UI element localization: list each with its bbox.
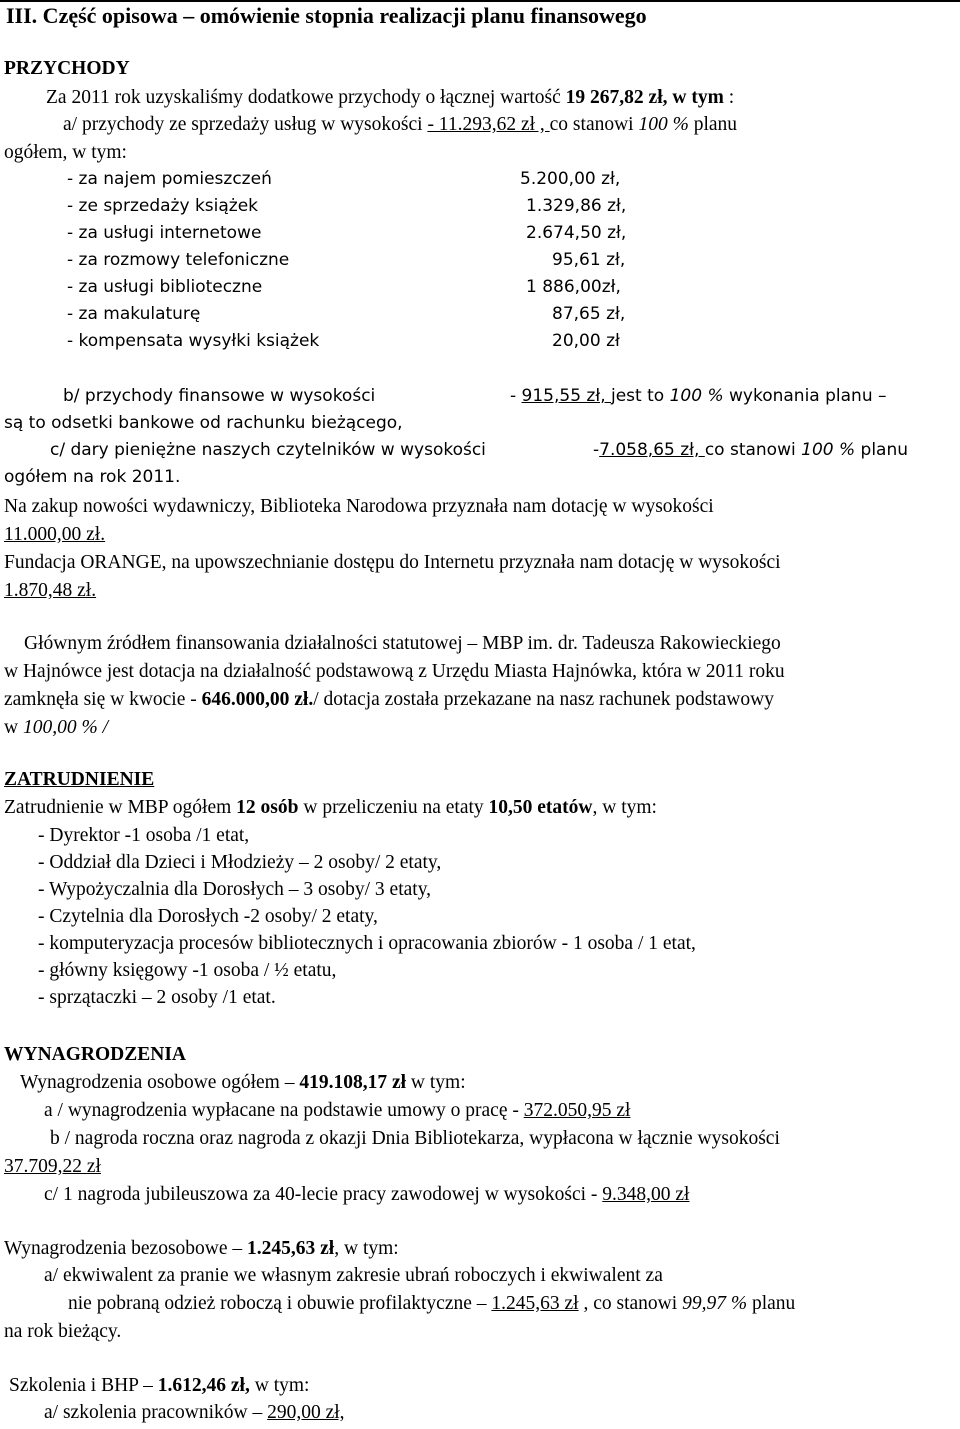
training bbox=[9, 1376, 309, 1396]
income-c-percent: 100 % bbox=[801, 440, 856, 460]
main-funding-line2: w Hajnówce jest dotacja na działalność podstawową z Urzędu Miasta Hajnówka, która w 2011 roku bbox=[4, 661, 785, 682]
salaries-c-value: 9.348,00 zł bbox=[602, 1184, 690, 1205]
income-item-value: 87,65 zł, bbox=[552, 304, 626, 324]
income-intro-colon: : bbox=[728, 87, 735, 108]
income-b-tail: wykonania planu – bbox=[729, 386, 887, 406]
employment-item: - Oddział dla Dzieci i Młodzieży – 2 osoby/ 2 etaty, bbox=[38, 852, 442, 873]
salaries-np-a-line1: a/ ekwiwalent za pranie we własnym zakresie ubrań roboczych i ekwiwalent za bbox=[44, 1265, 663, 1286]
salaries-np-a-value: 1.245,63 zł bbox=[491, 1293, 579, 1314]
income-c-label: c/ dary pieniężne naszych czytelników w wysokości bbox=[50, 440, 486, 460]
employment-item: - komputeryzacja procesów bibliotecznych i opracowania zbiorów - 1 osoba / 1 etat, bbox=[38, 933, 696, 954]
main-funding-post: / dotacja została przekazane na nasz rachunek podstawowy bbox=[313, 689, 774, 710]
salaries-np-a-line3: na rok bieżący. bbox=[4, 1321, 122, 1342]
training-a-value: 290,00 zł, bbox=[267, 1402, 345, 1423]
income-item-value: 5.200,00 zł, bbox=[520, 169, 621, 189]
employment-item: - sprzątaczki – 2 osoby /1 etat. bbox=[38, 987, 276, 1008]
employment-heading: ZATRUDNIENIE bbox=[4, 769, 155, 790]
salaries-personal bbox=[20, 1073, 466, 1093]
income-b-label: b/ przychody finansowe w wysokości bbox=[63, 386, 376, 406]
income-item-value: 2.674,50 zł, bbox=[526, 223, 627, 243]
employment-intro-pre: Zatrudnienie w MBP ogółem bbox=[4, 797, 237, 818]
income-total: 19 267,82 zł, w tym bbox=[565, 87, 724, 108]
main-funding-w: w bbox=[4, 717, 23, 738]
income-a-line bbox=[63, 115, 737, 135]
top-rule bbox=[0, 0, 960, 2]
income-c-tail: planu bbox=[860, 440, 909, 460]
employment-intro bbox=[4, 798, 657, 818]
main-funding-percent: 100,00 % / bbox=[22, 717, 109, 738]
orange-value: 1.870,48 zł. bbox=[4, 580, 97, 601]
salaries-np-a-line2 bbox=[68, 1294, 795, 1314]
training-pre: Szkolenia i BHP – bbox=[9, 1375, 158, 1396]
income-c-dash: - bbox=[593, 440, 600, 460]
income-c-value: 7.058,65 zł, bbox=[599, 440, 705, 460]
salaries-np-a-tail: planu bbox=[747, 1293, 796, 1314]
salaries-a-value: 372.050,95 zł bbox=[523, 1100, 631, 1121]
income-item-label: - za usługi internetowe bbox=[67, 223, 262, 243]
training-a-text: a/ szkolenia pracowników – bbox=[44, 1402, 268, 1423]
income-c-line bbox=[593, 442, 908, 459]
income-a-value: - 11.293,62 zł , bbox=[427, 114, 550, 135]
salaries-c-text: c/ 1 nagroda jubileuszowa za 40-lecie pracy zawodowej w wysokości - bbox=[44, 1184, 603, 1205]
salaries-np-a-percent: 99,97 % bbox=[682, 1293, 748, 1314]
bn-text: Na zakup nowości wydawniczy, Biblioteka Narodowa przyznała nam dotację w wysokości bbox=[4, 496, 714, 517]
salaries-np-a-mid: , co stanowi bbox=[578, 1293, 683, 1314]
income-item-value: 95,61 zł, bbox=[552, 250, 626, 270]
income-intro-text: Za 2011 rok uzyskaliśmy dodatkowe przychody o łącznej wartość bbox=[46, 87, 561, 108]
salaries-nonpersonal-post: , w tym: bbox=[334, 1238, 399, 1259]
income-b-value: 915,55 zł, bbox=[521, 386, 611, 406]
income-b-dash: - bbox=[510, 386, 522, 406]
bn-value: 11.000,00 zł. bbox=[4, 524, 106, 545]
employment-count: 12 osób bbox=[236, 797, 299, 818]
income-intro bbox=[46, 88, 734, 108]
income-item-value: 1.329,86 zł, bbox=[526, 196, 627, 216]
salaries-heading: WYNAGRODZENIA bbox=[4, 1044, 187, 1065]
orange-text: Fundacja ORANGE, na upowszechnianie dostępu do Internetu przyznała nam dotację w wysokości bbox=[4, 552, 781, 573]
salaries-nonpersonal bbox=[4, 1239, 399, 1259]
income-a-line2: ogółem, w tym: bbox=[4, 142, 127, 163]
employment-item: - Dyrektor -1 osoba /1 etat, bbox=[38, 825, 250, 846]
income-item-value: 20,00 zł bbox=[552, 331, 620, 351]
income-item-label: - za rozmowy telefoniczne bbox=[67, 250, 290, 270]
salaries-a bbox=[44, 1101, 630, 1121]
salaries-b-value: 37.709,22 zł bbox=[4, 1156, 101, 1177]
page-title: III. Część opisowa – omówienie stopnia realizacji planu finansowego bbox=[6, 3, 647, 28]
salaries-personal-total: 419.108,17 zł bbox=[299, 1072, 407, 1093]
salaries-nonpersonal-pre: Wynagrodzenia bezosobowe – bbox=[4, 1238, 248, 1259]
main-funding-line3 bbox=[4, 690, 774, 710]
salaries-c bbox=[44, 1185, 689, 1205]
salaries-b-text: b / nagroda roczna oraz nagroda z okazji Dnia Bibliotekarza, wypłacona w łącznie wysokości bbox=[50, 1128, 780, 1149]
income-a-tail: planu bbox=[693, 114, 738, 135]
training-a bbox=[44, 1403, 345, 1423]
main-funding-amount: 646.000,00 zł. bbox=[201, 689, 314, 710]
employment-item: - Czytelnia dla Dorosłych -2 osoby/ 2 etaty, bbox=[38, 906, 378, 927]
income-item-label: - kompensata wysyłki książek bbox=[67, 331, 320, 351]
salaries-a-text: a / wynagrodzenia wypłacane na podstawie umowy o pracę - bbox=[44, 1100, 524, 1121]
employment-item: - Wypożyczalnia dla Dorosłych – 3 osoby/ 3 etaty, bbox=[38, 879, 432, 900]
income-item-label: - za najem pomieszczeń bbox=[67, 169, 272, 189]
income-b-suffix: jest to bbox=[611, 386, 665, 406]
salaries-personal-pre: Wynagrodzenia osobowe ogółem – bbox=[20, 1072, 300, 1093]
income-a-percent: 100 % bbox=[638, 114, 689, 135]
income-item-label: - za usługi biblioteczne bbox=[67, 277, 263, 297]
main-funding-line4 bbox=[4, 718, 108, 738]
income-b-percent: 100 % bbox=[669, 386, 724, 406]
income-item-label: - za makulaturę bbox=[67, 304, 201, 324]
training-total: 1.612,46 zł, bbox=[157, 1375, 250, 1396]
main-funding-pre: zamknęła się w kwocie - bbox=[4, 689, 202, 710]
income-item-value: 1 886,00zł, bbox=[526, 277, 621, 297]
salaries-np-a-pre: nie pobraną odzież roboczą i obuwie profilaktyczne – bbox=[68, 1293, 492, 1314]
income-a-suffix: co stanowi bbox=[549, 114, 634, 135]
training-post: w tym: bbox=[249, 1375, 310, 1396]
income-a-label: a/ przychody ze sprzedaży usług w wysokości bbox=[63, 114, 423, 135]
income-c-suffix: co stanowi bbox=[704, 440, 796, 460]
main-funding-line1: Głównym źródłem finansowania działalności statutowej – MBP im. dr. Tadeusza Rakowieckiego bbox=[24, 633, 781, 654]
salaries-nonpersonal-total: 1.245,63 zł bbox=[247, 1238, 335, 1259]
income-b-line2: są to odsetki bankowe od rachunku bieżącego, bbox=[4, 413, 403, 433]
salaries-personal-post: w tym: bbox=[406, 1072, 466, 1093]
income-item-label: - ze sprzedaży książek bbox=[67, 196, 259, 216]
employment-intro-post: , w tym: bbox=[592, 797, 657, 818]
income-heading: PRZYCHODY bbox=[4, 58, 130, 79]
employment-fte: 10,50 etatów bbox=[488, 797, 593, 818]
income-c-line2: ogółem na rok 2011. bbox=[4, 467, 181, 487]
income-b-line bbox=[510, 388, 887, 405]
employment-intro-mid: w przeliczeniu na etaty bbox=[298, 797, 489, 818]
employment-item: - główny księgowy -1 osoba / ½ etatu, bbox=[38, 960, 337, 981]
